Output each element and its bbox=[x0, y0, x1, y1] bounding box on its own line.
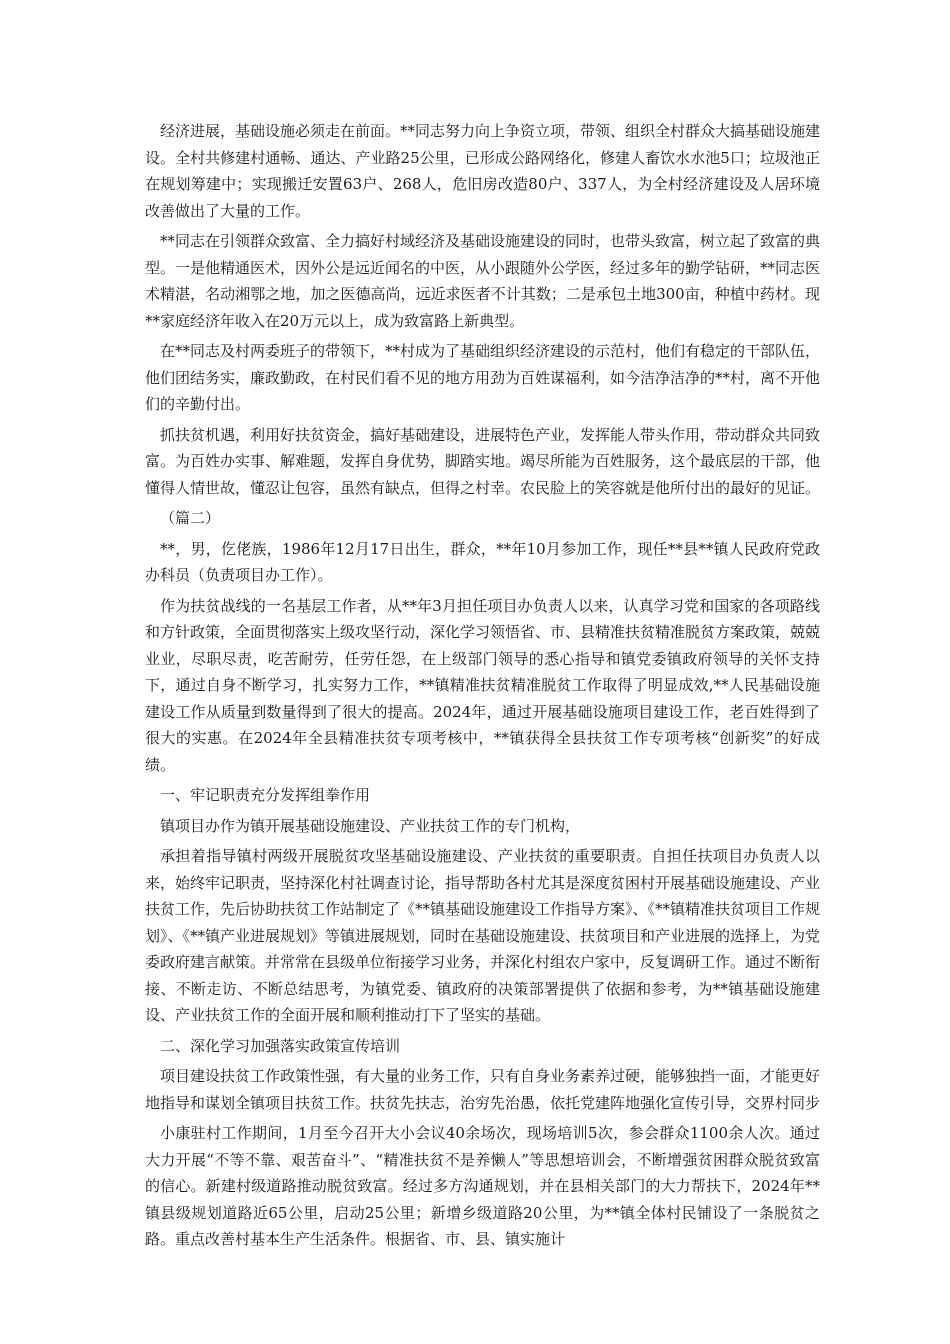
section-heading-part-two: （篇二） bbox=[160, 509, 221, 527]
paragraph-model-village: 在**同志及村两委班子的带领下，**村成为了基础组织经济建设的示范村，他们有稳定的干部队伍，他们团结务实，廉政勤政，在村民们看不见的地方用劲为百姓谋福利，如今洁净洁净的**村，离不开他们的辛勤付出。 bbox=[145, 342, 821, 413]
paragraph-infrastructure: 经济进展，基础设施必须走在前面。**同志努力向上争资立项，带领、组织全村群众大搞基础设施建设。全村共修建村通畅、通达、产业路25公里，已形成公路网络化，修建人畜饮水水池5口；垃圾池正在规划筹建中；实现搬迁安置63户、268人，危旧房改造80户、337人，为全村经济建设及人居环境改善做出了大量的工作。 bbox=[145, 122, 821, 220]
paragraph-work-summary: 作为扶贫战线的一名基层工作者，从**年3月担任项目办负责人以来，认真学习党和国家的各项路线和方针政策，全面贯彻落实上级攻坚行动，深化学习领悟省、市、县精准扶贫精准脱贫方案政策，兢兢业业，尽职尽责，吃苦耐劳，任劳任怨，在上级部门领导的悉心指导和镇党委镇政府领导的关怀支持下，通过自身不断学习，扎实努力工作，**镇精准扶贫精准脱贫工作取得了明显成效,**人民基础设施建设工作从质量到数量得到了很大的提高。2024年，通过开展基础设施项目建设工作，老百姓得到了很大的实惠。在2024年全县精准扶贫专项考核中，**镇获得全县扶贫工作专项考核“创新奖”的好成绩。 bbox=[145, 596, 821, 774]
section-heading-one: 一、牢记职责充分发挥组拳作用 bbox=[160, 786, 371, 804]
paragraph-village-work: 小康驻村工作期间，1月至今召开大小会议40余场次，现场培训5次，参会群众1100余人次。通过大力开展“不等不靠、艰苦奋斗”、“精准扶贫不是养懒人”等思想培训会，不断增强贫困群众脱贫致富的信心。新建村级道路推动脱贫致富。经过多方沟通规划，并在县相关部门的大力帮扶下，2024年**镇县级规划道路近65公里，启动25公里；新增乡级道路20公里，为**镇全体村民铺设了一条脱贫之路。重点改善村基本生产生活条件。根据省、市、县、镇实施计 bbox=[145, 1124, 820, 1248]
section-heading-two: 二、深化学习加强落实政策宣传培训 bbox=[160, 1036, 401, 1055]
paragraph-becoming-rich: **同志在引领群众致富、全力搞好村域经济及基础设施建设的同时，也带头致富，树立起了致富的典型。一是他精通医术，因外公是远近闻名的中医，从小跟随外公学医，经过多年的勤学钻研，**同志医术精湛，名动湘鄂之地，加之医德高尚，远近求医者不计其数；二是承包土地300亩，种植中药材。现**家庭经济年收入在20万元以上，成为致富路上新典型。 bbox=[145, 232, 821, 330]
paragraph-responsibilities: 承担着指导镇村两级开展脱贫攻坚基础设施建设、产业扶贫的重要职责。自担任扶项目办负责人以来，始终牢记职责，坚持深化村社调查讨论，指导帮助各村尤其是深度贫困村开展基础设施建设、产业扶贫工作，先后协助扶贫工作站制定了《**镇基础设施建设工作指导方案》、《**镇精准扶贫项目工作规划》、《**镇产业进展规划》等镇进展规划，同时在基础设施建设、扶贫项目和产业进展的选择上，为党委政府建言献策。并常常在县级单位衔接学习业务，并深化村组农户家中，反复调研工作。通过不断衔接、不断走访、不断总结思考，为镇党委、镇政府的决策部署提供了依据和参考，为**镇基础设施建设、产业扶贫工作的全面开展和顺利推动打下了坚实的基础。 bbox=[145, 847, 821, 1024]
paragraph-profile: **，男，仡佬族，1986年12月17日出生，群众，**年10月参加工作，现任**县**镇人民政府党政办科员（负责项目办工作）。 bbox=[145, 539, 820, 584]
document-body bbox=[145, 118, 820, 1257]
paragraph-project-office: 镇项目办作为镇开展基础设施建设、产业扶贫工作的专门机构， bbox=[160, 816, 581, 835]
paragraph-poverty-opportunity: 抓扶贫机遇，利用好扶贫资金，搞好基础建设，进展特色产业，发挥能人带头作用，带动群众共同致富。为百姓办实事、解难题，发挥自身优势，脚踏实地。竭尽所能为百姓服务，这个最底层的干部，他懂得人情世故，懂忍让包容，虽然有缺点，但得之村幸。农民脸上的笑容就是他所付出的最好的见证。 bbox=[145, 425, 821, 497]
paragraph-policy-training: 项目建设扶贫工作政策性强，有大量的业务工作，只有自身业务素养过硬，能够独挡一面，才能更好地指导和谋划全镇项目扶贫工作。扶贫先扶志，治穷先治愚，依托党建阵地强化宣传引导，交界村同步 bbox=[145, 1067, 821, 1112]
